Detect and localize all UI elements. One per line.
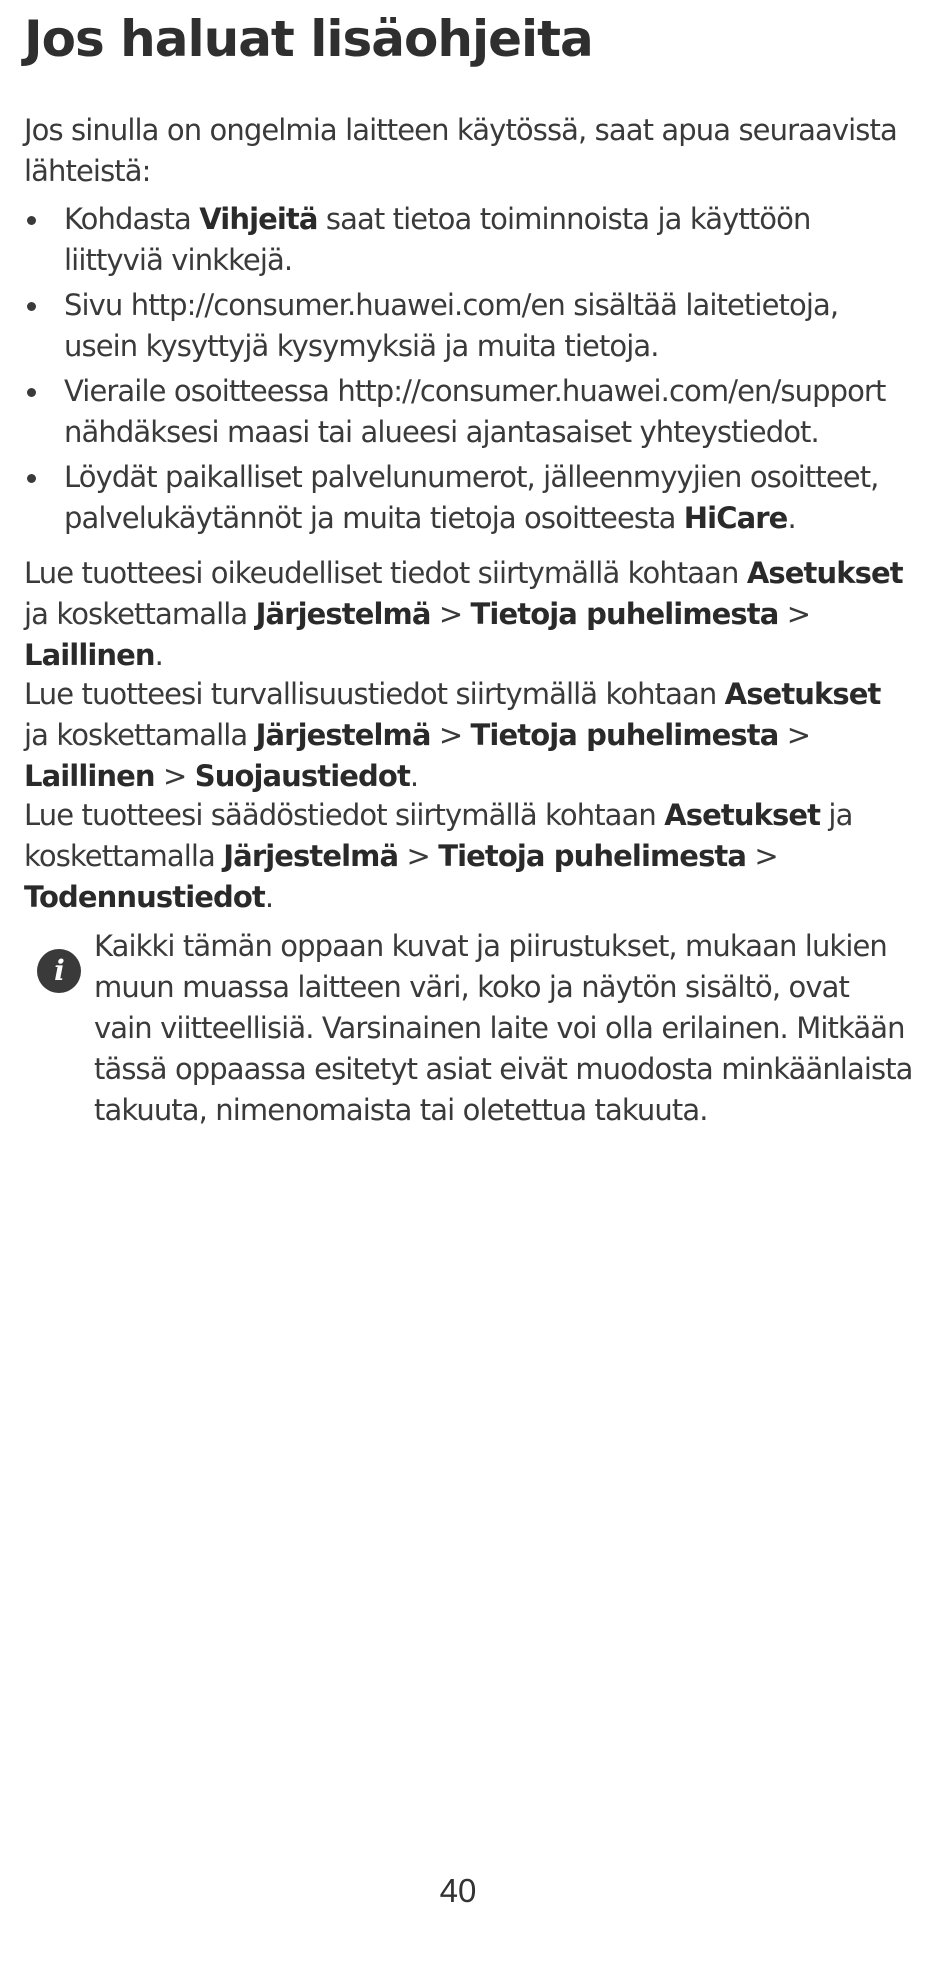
safety-info-paragraph: Lue tuotteesi turvallisuustiedot siirtymällä kohtaan Asetukset ja koskettamalla Järjestelmä > Tietoja puhelimesta > Laillinen > Suojaustiedot. [24,677,881,793]
regulatory-info-paragraph: Lue tuotteesi säädöstiedot siirtymällä kohtaan Asetukset ja koskettamalla Järjestelmä > Tietoja puhelimesta > Todennustiedot. [24,798,853,914]
help-sources-list [24,199,904,543]
note-text: Kaikki tämän oppaan kuvat ja piirustukset, mukaan lukien muun muassa laitteen väri, koko ja näytön sisältö, ovat vain viitteellisiä. Varsinainen laite voi olla erilainen. Mitkään tässä oppaassa esitetyt asiat eivät muodosta minkäänlaista takuuta, nimenomaista tai oletettua takuuta. [94,929,913,1127]
list-item: Kohdasta Vihjeitä saat tietoa toiminnoista ja käyttöön liittyviä vinkkejä. [24,199,904,281]
list-item: Löydät paikalliset palvelunumerot, jälleenmyyjien osoitteet, palvelukäytännöt ja muita tietoja osoitteesta HiCare. [24,457,904,539]
list-item: Vieraile osoitteessa http://consumer.huawei.com/en/support nähdäksesi maasi tai alueesi ajantasaiset yhteystiedot. [24,371,904,453]
page-title: Jos haluat lisäohjeita [24,10,593,68]
page-number: 40 [439,1872,477,1909]
list-item: Sivu http://consumer.huawei.com/en sisältää laitetietoja, usein kysyttyjä kysymyksiä ja muita tietoja. [24,285,904,367]
bullet-icon [27,216,36,225]
bullet-icon [27,388,36,397]
disclaimer-note [24,926,913,1131]
bullet-icon [27,474,36,483]
bullet-icon [27,302,36,311]
info-icon: i [37,949,81,993]
intro-text: Jos sinulla on ongelmia laitteen käytössä, saat apua seuraavista lähteistä: [24,113,897,188]
legal-info-paragraph: Lue tuotteesi oikeudelliset tiedot siirtymällä kohtaan Asetukset ja koskettamalla Järjestelmä > Tietoja puhelimesta > Laillinen. [24,556,903,672]
